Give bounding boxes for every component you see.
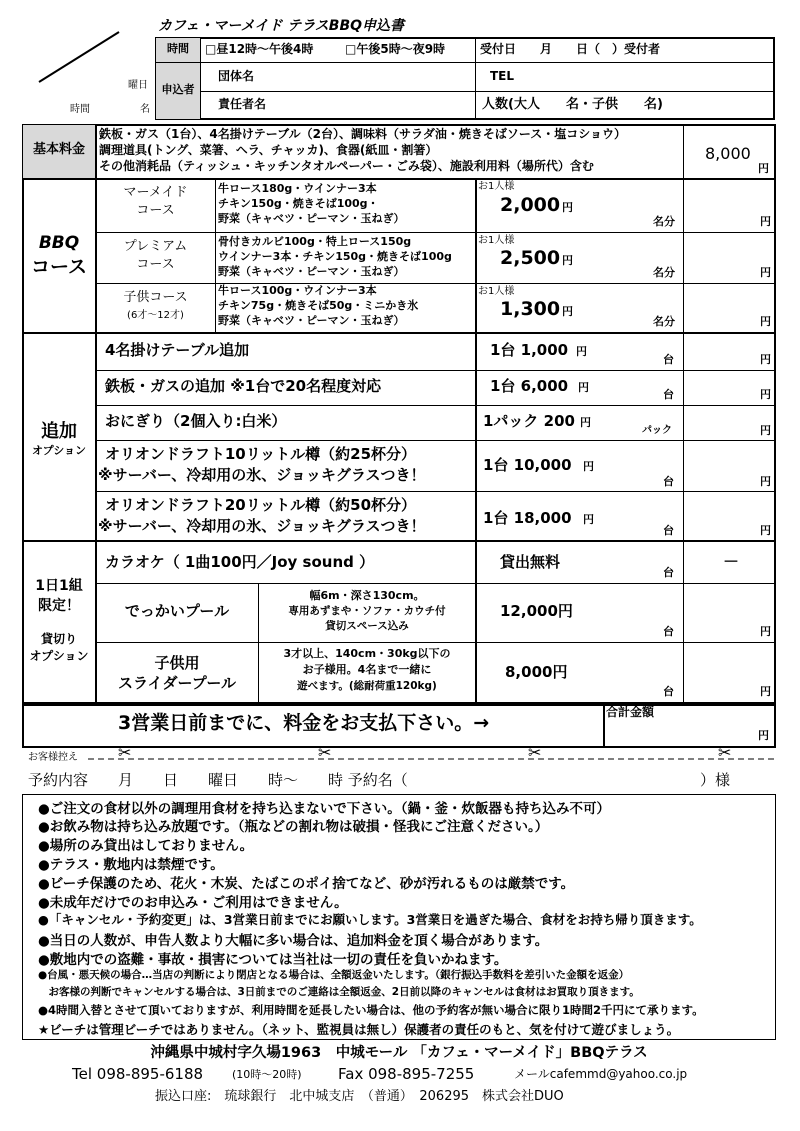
pool-desc-3: 貸切スペース込み (325, 620, 409, 632)
time-label: 時間 (167, 42, 189, 55)
pool-unit: 台 (663, 625, 674, 638)
slider-yen2: 円 (760, 685, 771, 698)
charter-label-4: オプション (29, 649, 89, 663)
course-premium-menu-3: 野菜（キャベツ・ピーマン・玉ねぎ） (218, 265, 405, 278)
slider-price: 8,000円 (505, 663, 568, 681)
course-mermaid-menu-3: 野菜（キャベツ・ピーマン・玉ねぎ） (218, 212, 405, 225)
addon-keg20-unit: 台 (663, 524, 674, 537)
addon-table-price: 1台 1,000 (490, 341, 569, 359)
addon-keg20-yen2: 円 (760, 524, 771, 537)
note-5: ●ビーチ保護のため、花火・木炭、たばこのポイ捨てなど、砂が汚れるものは厳禁です。 (38, 876, 575, 892)
slider-name-1: 子供用 (154, 654, 200, 672)
addon-keg10-unit: 台 (663, 475, 674, 488)
course-mermaid-name: マーメイド (123, 185, 188, 200)
addon-onigiri-price: 1パック 200 (483, 412, 575, 430)
bbq-label-1: BBQ (38, 233, 80, 253)
addon-grill-price: 1台 6,000 (490, 377, 569, 395)
time-option-2[interactable]: □午後5時～夜9時 (345, 42, 446, 56)
cut-line (88, 757, 778, 761)
charter-label-3: 貸切り (40, 632, 77, 646)
slider-desc-1: 3才以上、140cm・30kg以下の (283, 647, 451, 660)
basic-line-2: 調理道具(トング、菜箸、ヘラ、チャッカ)、食器(紙皿・割箸） (99, 143, 438, 157)
note-12: ●4時間入替とさせて頂いておりますが、利用時間を延長したい場合は、他の予約客が無い場合に限り1時間2千円にて承ります。 (38, 1003, 704, 1017)
course-mermaid-menu-2: チキン150g・焼きそば100g・ (218, 197, 379, 210)
name-left-label: 名 (140, 104, 150, 115)
addon-keg10-yen: 円 (583, 460, 594, 473)
course-mermaid-name-2: コース (136, 203, 175, 218)
slider-desc-2: お子様用。4名まで一緒に (302, 663, 432, 676)
addon-grill-yen2: 円 (760, 388, 771, 401)
karaoke-dash: － (723, 552, 740, 571)
scissors-icon-3: ✂ (528, 743, 542, 762)
reception-date: 受付日 月 日（ ）受付者 (480, 42, 661, 56)
group-name-field[interactable]: 団体名 (218, 69, 255, 83)
footer-address: 沖縄県中城村字久場1963 中城モール 「カフェ・マーメイド」BBQテラス (150, 1045, 648, 1061)
course-premium-price: 2,500 (500, 247, 561, 269)
course-kids-yen2: 円 (760, 315, 771, 328)
addon-keg10-text-2: ※サーバー、冷却用の氷、ジョッキグラスつき！ (98, 466, 426, 484)
karaoke-unit: 台 (663, 566, 674, 579)
scissors-icon-1: ✂ (118, 743, 132, 762)
footer-fax: Fax 098-895-7255 (338, 1065, 475, 1083)
course-premium-menu-2: ウインナー3本・チキン150g・焼きそば100g (218, 250, 452, 263)
addon-table-yen2: 円 (760, 353, 771, 366)
note-9: ●敷地内での盗難・事故・損害については当社は一切の責任を負いかねます。 (38, 952, 508, 968)
note-13: ★ビーチは管理ビーチではありません。（ネット、監視員は無し）保護者の責任のもと、気を付けて遊びましょう。 (38, 1022, 680, 1037)
total-yen: 円 (758, 729, 769, 742)
note-4: ●テラス・敷地内は禁煙です。 (38, 857, 224, 873)
course-kids-name: 子供コース (123, 290, 188, 305)
day-label: 曜日 (128, 80, 148, 91)
basic-yen: 円 (758, 162, 769, 175)
basic-price: 8,000 (705, 144, 751, 163)
note-7: ●「キャンセル・予約変更」は、3営業日前までにお願いします。3営業日を過ぎた場合、食材をお持ち帰り頂きます。 (38, 912, 702, 927)
course-mermaid-menu-1: 牛ロース180g・ウインナー3本 (218, 182, 377, 195)
course-premium-yen: 円 (562, 254, 573, 267)
slider-name-2: スライダープール (117, 674, 237, 692)
footer-mail: メールcafemmd@yahoo.co.jp (514, 1067, 688, 1081)
course-mermaid-yen: 円 (562, 201, 573, 214)
course-premium-name-2: コース (136, 257, 175, 272)
course-premium-menu-1: 骨付きカルビ100g・特上ロース150g (218, 235, 412, 248)
reservation-line: 予約内容 月 日 曜日 時～ 時 予約名（ (28, 771, 408, 789)
addon-onigiri-text: おにぎり（2個入り:白米） (105, 412, 287, 430)
form-title: カフェ・マーメイド テラスBBQ申込書 (158, 18, 405, 34)
addon-onigiri-unit: パック (642, 425, 672, 436)
pool-name: でっかいプール (124, 602, 230, 620)
addon-keg10-text: オリオンドラフト10リットル樽（約25杯分） (105, 445, 416, 463)
note-10: ●台風・悪天候の場合…当店の判断により閉店となる場合は、全額返金いたします。（銀行振込手数料を差引いた金額を返金） (38, 969, 630, 981)
addon-keg20-yen: 円 (583, 513, 594, 526)
basic-line-3: その他消耗品（ティッシュ・キッチンタオルペーパー・ごみ袋）、施設利用料（場所代）含む (99, 159, 594, 173)
diagonal-slash (35, 28, 125, 88)
customer-copy-label: お客様控え (28, 752, 78, 763)
pool-yen2: 円 (760, 625, 771, 638)
people-count-field[interactable]: 人数(大人 名・子供 名) (482, 97, 663, 112)
slider-unit: 台 (663, 685, 674, 698)
basic-fee-label: 基本料金 (32, 142, 85, 157)
karaoke-price: 貸出無料 (500, 553, 561, 571)
footer-tel: Tel 098-895-6188 (72, 1065, 204, 1083)
addon-onigiri-yen2: 円 (760, 424, 771, 437)
manager-name-field[interactable]: 責任者名 (218, 97, 267, 111)
course-mermaid-price: 2,000 (500, 194, 561, 216)
karaoke-text: カラオケ（ 1曲100円／Joy sound ） (105, 553, 375, 571)
bbq-label-2: コース (30, 256, 88, 278)
addon-keg20-text-2: ※サーバー、冷却用の氷、ジョッキグラスつき！ (98, 517, 426, 535)
time-option-1[interactable]: □昼12時～午後4時 (205, 42, 314, 56)
footer-bank: 振込口座: 琉球銀行 北中城支店 （普通） 206295 株式会社DUO (155, 1089, 564, 1104)
course-mermaid-per: お1人様 (478, 181, 515, 192)
course-kids-per: お1人様 (478, 286, 515, 297)
course-kids-menu-2: チキン75g・焼きそば50g・ミニかき氷 (218, 299, 419, 312)
addon-onigiri-yen: 円 (580, 416, 591, 429)
course-kids-menu-3: 野菜（キャベツ・ピーマン・玉ねぎ） (218, 314, 405, 327)
course-premium-name: プレミアム (123, 239, 188, 254)
slider-desc-3: 遊べます。(総耐荷重120kg) (297, 680, 437, 692)
course-mermaid-yen2: 円 (760, 215, 771, 228)
note-1: ●ご注文の食材以外の調理用食材を持ち込まないで下さい。（鍋・釜・炊飯器も持ち込み不可） (38, 801, 611, 817)
applicant-label: 申込者 (161, 83, 195, 96)
course-kids-menu-1: 牛ロース100g・ウインナー3本 (218, 284, 377, 297)
scissors-icon-2: ✂ (318, 743, 332, 762)
addon-grill-unit: 台 (663, 388, 674, 401)
addon-keg20-price: 1台 18,000 (483, 509, 572, 527)
time-left-label: 時間 (70, 104, 90, 115)
course-premium-per: お1人様 (478, 235, 515, 246)
footer-tel-hours: (10時～20時) (232, 1068, 302, 1081)
addon-grill-yen: 円 (578, 381, 589, 394)
note-8: ●当日の人数が、申告人数より大幅に多い場合は、追加料金を頂く場合があります。 (38, 933, 549, 949)
payment-notice: 3営業日前までに、料金をお支払下さい。→ (118, 712, 490, 734)
addon-grill-text: 鉄板・ガスの追加 ※1台で20名程度対応 (105, 377, 382, 395)
addon-table-yen: 円 (576, 345, 587, 358)
course-kids-yen: 円 (562, 305, 573, 318)
course-kids-unit: 名分 (653, 315, 675, 328)
addon-keg10-price: 1台 10,000 (483, 456, 572, 474)
charter-label-1: 1日1組 (35, 578, 83, 594)
basic-line-1: 鉄板・ガス（1台）、4名掛けテーブル（2台）、調味料（サラダ油・焼きそばソース・塩コショウ） (99, 127, 627, 141)
pool-desc-2: 専用あずまや・ソファ・カウチ付 (288, 605, 446, 617)
scissors-icon-4: ✂ (718, 743, 732, 762)
total-label: 合計金額 (606, 705, 655, 719)
note-6: ●未成年だけでのお申込み・ご利用はできません。 (38, 895, 348, 911)
addon-table-unit: 台 (663, 353, 674, 366)
charter-label-2: 限定！ (38, 598, 80, 614)
course-premium-yen2: 円 (760, 266, 771, 279)
course-premium-unit: 名分 (653, 266, 675, 279)
course-mermaid-unit: 名分 (653, 215, 675, 228)
note-2: ●お飲み物は持ち込み放題です。（瓶などの割れ物は破損・怪我にご注意ください。） (38, 819, 549, 835)
addon-label-1: 追加 (41, 421, 77, 442)
addon-table-text: 4名掛けテーブル追加 (105, 341, 250, 359)
pool-price: 12,000円 (500, 602, 573, 620)
note-11: お客様の判断でキャンセルする場合は、3日前までのご連絡は全額返金、2日前以降のキャンセルは食材はお買取り頂きます。 (38, 986, 640, 998)
course-kids-price: 1,300 (500, 298, 561, 320)
addon-keg20-text: オリオンドラフト20リットル樽（約50杯分） (105, 496, 416, 514)
reservation-sama: ）様 (700, 771, 731, 789)
pool-desc-1: 幅6m・深さ130cm。 (309, 589, 425, 602)
addon-label-2: オプション (31, 444, 86, 457)
tel-field[interactable]: TEL (490, 69, 515, 83)
note-3: ●場所のみ貸出はしておりません。 (38, 838, 254, 854)
course-kids-age: (6才～12才) (127, 310, 184, 321)
addon-keg10-yen2: 円 (760, 475, 771, 488)
